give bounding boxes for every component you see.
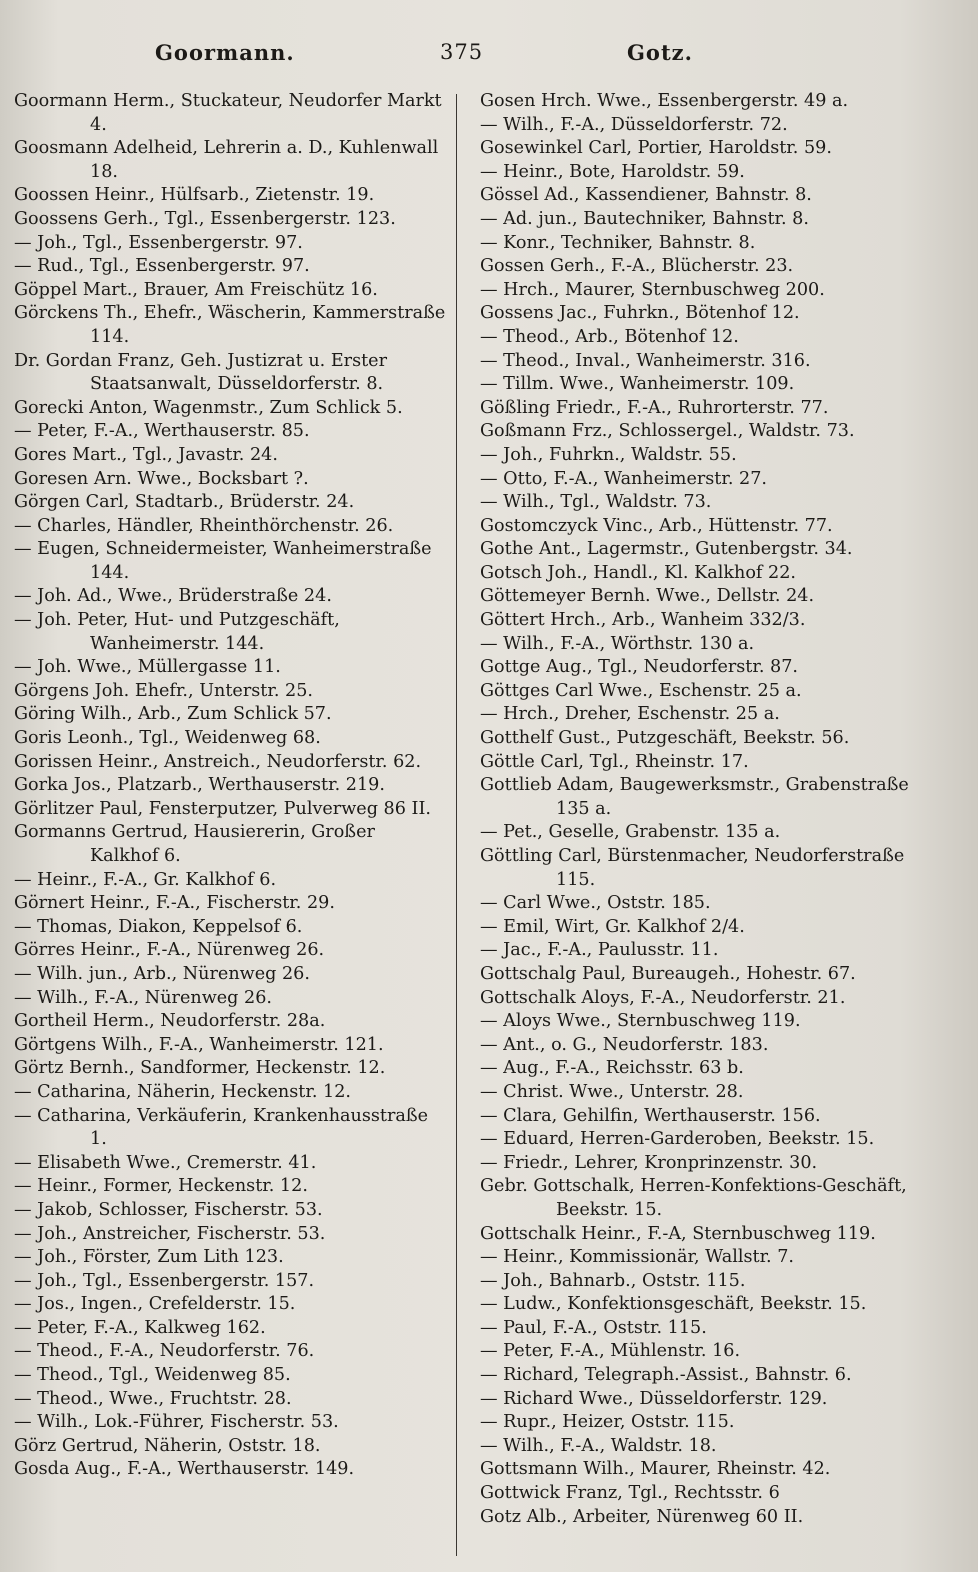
directory-entry: — Hrch., Dreher, Eschenstr. 25 a.: [480, 704, 780, 725]
directory-entry: — Ludw., Konfektionsgeschäft, Beekstr. 15.: [480, 1294, 867, 1315]
page-number: 375: [440, 40, 484, 64]
directory-entry: — Peter, F.-A., Kalkweg 162.: [14, 1317, 266, 1338]
directory-entry: — Wilh., F.-A., Nürenweg 26.: [14, 987, 272, 1008]
directory-entry: — Richard, Telegraph.-Assist., Bahnstr. 6.: [480, 1365, 852, 1386]
directory-entry: Gottschalk Aloys, F.-A., Neudorferstr. 21.: [480, 987, 846, 1008]
directory-entry: — Theod., Wwe., Fruchtstr. 28.: [14, 1388, 292, 1409]
directory-entry: — Theod., Tgl., Weidenweg 85.: [14, 1365, 291, 1386]
directory-entry: Gosen Hrch. Wwe., Essenbergerstr. 49 a.: [480, 91, 849, 111]
directory-entry: Gorecki Anton, Wagenmstr., Zum Schlick 5.: [14, 397, 403, 418]
directory-entry: — Carl Wwe., Oststr. 185.: [480, 893, 711, 914]
directory-entry: Gössel Ad., Kassendiener, Bahnstr. 8.: [480, 185, 812, 206]
right-column: [480, 90, 920, 1529]
directory-entry: — Peter, F.-A., Werthauserstr. 85.: [14, 421, 310, 442]
directory-entry: Goris Leonh., Tgl., Weidenweg 68.: [14, 728, 321, 749]
directory-entry: — Catharina, Näherin, Heckenstr. 12.: [14, 1081, 352, 1102]
directory-entry: Görtgens Wilh., F.-A., Wanheimerstr. 121.: [14, 1034, 384, 1055]
directory-entry: Görgen Carl, Stadtarb., Brüderstr. 24.: [14, 492, 355, 513]
directory-entry: Goosmann Adelheid, Lehrerin a. D., Kuhlenwall 18.: [14, 138, 439, 182]
directory-entry: Gorissen Heinr., Anstreich., Neudorferstr. 62.: [14, 751, 422, 772]
directory-entry: — Wilh. jun., Arb., Nürenweg 26.: [14, 963, 310, 984]
directory-entry: — Joh., Tgl., Essenbergerstr. 97.: [14, 232, 303, 253]
directory-entry: — Clara, Gehilfin, Werthauserstr. 156.: [480, 1105, 821, 1126]
directory-entry: — Theod., Inval., Wanheimerstr. 316.: [480, 350, 811, 371]
directory-entry: — Elisabeth Wwe., Cremerstr. 41.: [14, 1152, 317, 1173]
directory-entry: Gottschalg Paul, Bureaugeh., Hohestr. 67.: [480, 963, 856, 984]
header-left-keyword: Goormann.: [155, 40, 295, 65]
page-header: [0, 40, 978, 76]
directory-entry: — Wilh., Tgl., Waldstr. 73.: [480, 492, 712, 513]
directory-entry: — Tillm. Wwe., Wanheimerstr. 109.: [480, 374, 795, 395]
directory-entry: Göttling Carl, Bürstenmacher, Neudorferstraße 115.: [480, 846, 905, 890]
directory-entry: — Jakob, Schlosser, Fischerstr. 53.: [14, 1199, 323, 1220]
directory-entry: Gossen Gerh., F.-A., Blücherstr. 23.: [480, 256, 794, 277]
directory-entry: Göttle Carl, Tgl., Rheinstr. 17.: [480, 751, 749, 772]
directory-entry: Gottwick Franz, Tgl., Rechtsstr. 6: [480, 1483, 780, 1504]
directory-entry: Gores Mart., Tgl., Javastr. 24.: [14, 444, 278, 465]
directory-entry: — Wilh., F.-A., Wörthstr. 130 a.: [480, 633, 755, 654]
directory-entry: — Joh., Tgl., Essenbergerstr. 157.: [14, 1270, 315, 1291]
directory-entry: Goossen Heinr., Hülfsarb., Zietenstr. 19.: [14, 185, 375, 206]
directory-entry: Gößling Friedr., F.-A., Ruhrorterstr. 77.: [480, 397, 829, 418]
directory-entry: — Wilh., Lok.-Führer, Fischerstr. 53.: [14, 1412, 339, 1433]
left-column: [14, 90, 446, 1482]
header-right-keyword: Gotz.: [627, 40, 693, 65]
directory-entry: Görckens Th., Ehefr., Wäscherin, Kammerstraße 114.: [14, 303, 446, 347]
directory-entry: — Rud., Tgl., Essenbergerstr. 97.: [14, 256, 310, 277]
directory-entry: Göttemeyer Bernh. Wwe., Dellstr. 24.: [480, 586, 815, 607]
directory-entry: — Ant., o. G., Neudorferstr. 183.: [480, 1034, 769, 1055]
directory-entry: — Ad. jun., Bautechniker, Bahnstr. 8.: [480, 208, 809, 229]
directory-entry: Gebr. Gottschalk, Herren-Konfektions-Geschäft, Beekstr. 15.: [480, 1176, 907, 1220]
directory-entry: — Heinr., Former, Heckenstr. 12.: [14, 1176, 308, 1197]
directory-entry: — Hrch., Maurer, Sternbuschweg 200.: [480, 279, 825, 300]
directory-entry: — Paul, F.-A., Oststr. 115.: [480, 1317, 707, 1338]
directory-entry: — Friedr., Lehrer, Kronprinzenstr. 30.: [480, 1152, 818, 1173]
directory-entry: Görres Heinr., F.-A., Nürenweg 26.: [14, 940, 325, 961]
directory-entry: Göttges Carl Wwe., Eschenstr. 25 a.: [480, 680, 802, 701]
directory-entry: — Thomas, Diakon, Keppelsof 6.: [14, 916, 303, 937]
directory-entry: — Aug., F.-A., Reichsstr. 63 b.: [480, 1058, 744, 1079]
directory-entry: — Heinr., Kommissionär, Wallstr. 7.: [480, 1247, 795, 1268]
directory-entry: — Joh. Peter, Hut- und Putzgeschäft, Wanheimerstr. 144.: [14, 610, 340, 654]
directory-entry: — Joh., Fuhrkn., Waldstr. 55.: [480, 444, 737, 465]
directory-entry: Gostomczyck Vinc., Arb., Hüttenstr. 77.: [480, 515, 833, 536]
directory-entry: — Theod., F.-A., Neudorferstr. 76.: [14, 1341, 315, 1362]
directory-entry: Gormanns Gertrud, Hausiererin, Großer Kalkhof 6.: [14, 822, 375, 866]
directory-entry: — Heinr., F.-A., Gr. Kalkhof 6.: [14, 869, 277, 890]
directory-entry: Göppel Mart., Brauer, Am Freischütz 16.: [14, 279, 378, 300]
directory-entry: Dr. Gordan Franz, Geh. Justizrat u. Erster Staatsanwalt, Düsseldorferstr. 8.: [14, 350, 388, 395]
directory-entry: Goossens Gerh., Tgl., Essenbergerstr. 123.: [14, 208, 396, 229]
directory-entry: Gotthelf Gust., Putzgeschäft, Beekstr. 56.: [480, 728, 850, 749]
directory-entry: — Joh. Wwe., Müllergasse 11.: [14, 657, 281, 678]
directory-entry: — Wilh., F.-A., Waldstr. 18.: [480, 1435, 717, 1456]
directory-entry: Gottlieb Adam, Baugewerksmstr., Grabenstraße 135 a.: [480, 775, 909, 819]
directory-entry: Gotsch Joh., Handl., Kl. Kalkhof 22.: [480, 562, 796, 583]
directory-entry: Görz Gertrud, Näherin, Oststr. 18.: [14, 1435, 321, 1456]
directory-entry: Gottge Aug., Tgl., Neudorferstr. 87.: [480, 657, 799, 678]
directory-entry: Goormann Herm., Stuckateur, Neudorfer Markt 4.: [14, 91, 442, 135]
directory-entry: Gottschalk Heinr., F.-A, Sternbuschweg 119.: [480, 1223, 876, 1244]
directory-entry: — Christ. Wwe., Unterstr. 28.: [480, 1081, 744, 1102]
directory-entry: — Aloys Wwe., Sternbuschweg 119.: [480, 1011, 801, 1032]
directory-entry: Göttert Hrch., Arb., Wanheim 332/3.: [480, 610, 806, 631]
directory-entry: Gorka Jos., Platzarb., Werthauserstr. 219.: [14, 775, 385, 796]
directory-entry: Gortheil Herm., Neudorferstr. 28a.: [14, 1011, 326, 1032]
directory-entry: Gossens Jac., Fuhrkn., Bötenhof 12.: [480, 303, 800, 324]
directory-entry: — Joh. Ad., Wwe., Brüderstraße 24.: [14, 586, 332, 607]
directory-entry: Gotz Alb., Arbeiter, Nürenweg 60 II.: [480, 1506, 804, 1527]
column-divider: [456, 94, 457, 1556]
directory-entry: — Theod., Arb., Bötenhof 12.: [480, 326, 739, 347]
directory-entry: — Heinr., Bote, Haroldstr. 59.: [480, 161, 745, 182]
directory-entry: Goresen Arn. Wwe., Bocksbart ?.: [14, 468, 309, 489]
directory-entry: Görgens Joh. Ehefr., Unterstr. 25.: [14, 680, 313, 701]
directory-entry: Görlitzer Paul, Fensterputzer, Pulverweg 86 II.: [14, 798, 432, 819]
directory-entry: — Jos., Ingen., Crefelderstr. 15.: [14, 1294, 296, 1315]
directory-entry: — Eugen, Schneidermeister, Wanheimerstraße 144.: [14, 539, 432, 583]
directory-entry: — Peter, F.-A., Mühlenstr. 16.: [480, 1341, 741, 1362]
directory-entry: Gosda Aug., F.-A., Werthauserstr. 149.: [14, 1459, 355, 1480]
directory-entry: — Wilh., F.-A., Düsseldorferstr. 72.: [480, 114, 788, 135]
directory-entry: — Joh., Anstreicher, Fischerstr. 53.: [14, 1223, 326, 1244]
directory-entry: — Otto, F.-A., Wanheimerstr. 27.: [480, 468, 768, 489]
directory-entry: — Rupr., Heizer, Oststr. 115.: [480, 1412, 735, 1433]
directory-entry: Gottsmann Wilh., Maurer, Rheinstr. 42.: [480, 1459, 831, 1480]
directory-entry: — Joh., Förster, Zum Lith 123.: [14, 1247, 284, 1268]
directory-entry: Görtz Bernh., Sandformer, Heckenstr. 12.: [14, 1058, 386, 1079]
directory-entry: Gosewinkel Carl, Portier, Haroldstr. 59.: [480, 138, 832, 159]
directory-entry: Gothe Ant., Lagermstr., Gutenbergstr. 34.: [480, 539, 853, 560]
directory-entry: Görnert Heinr., F.-A., Fischerstr. 29.: [14, 893, 335, 914]
directory-entry: Göring Wilh., Arb., Zum Schlick 57.: [14, 704, 332, 725]
directory-entry: Goßmann Frz., Schlossergel., Waldstr. 73.: [480, 421, 855, 442]
directory-entry: — Jac., F.-A., Paulusstr. 11.: [480, 940, 719, 961]
directory-entry: — Charles, Händler, Rheinthörchenstr. 26.: [14, 515, 394, 536]
directory-entry: — Eduard, Herren-Garderoben, Beekstr. 15.: [480, 1129, 875, 1150]
directory-entry: — Catharina, Verkäuferin, Krankenhausstraße 1.: [14, 1105, 429, 1150]
directory-entry: — Konr., Techniker, Bahnstr. 8.: [480, 232, 756, 253]
directory-entry: — Emil, Wirt, Gr. Kalkhof 2/4.: [480, 916, 745, 937]
directory-entry: — Richard Wwe., Düsseldorferstr. 129.: [480, 1388, 828, 1409]
directory-entry: — Joh., Bahnarb., Oststr. 115.: [480, 1270, 746, 1291]
directory-entry: — Pet., Geselle, Grabenstr. 135 a.: [480, 822, 781, 843]
